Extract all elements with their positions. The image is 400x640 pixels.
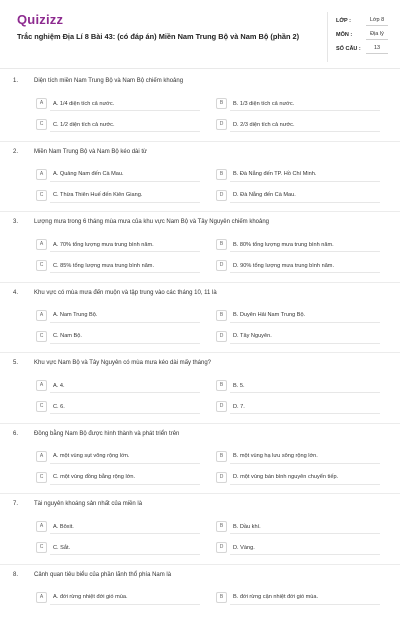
option-text: A. Nam Trung Bộ. (53, 312, 98, 318)
option-letter-box: D (216, 260, 227, 271)
question-divider (0, 423, 400, 424)
option-letter-box: D (216, 119, 227, 130)
worksheet-header (0, 0, 400, 70)
option-letter-box: B (216, 239, 227, 250)
answer-option[interactable] (216, 542, 255, 552)
option-letter-box: A (36, 451, 47, 462)
answer-option[interactable] (36, 239, 154, 249)
answer-option[interactable] (216, 119, 295, 129)
option-letter-box: B (216, 98, 227, 109)
answer-option[interactable] (36, 472, 135, 482)
answer-option[interactable] (36, 380, 65, 390)
option-text: A. một vùng sụt võng rộng lớn. (53, 453, 130, 459)
option-letter-box: C (36, 331, 47, 342)
option-text: B. một vùng hạ lưu sông rộng lớn. (233, 453, 318, 459)
option-underline (50, 463, 200, 464)
question-item (0, 431, 400, 499)
question-number: 5. (13, 360, 19, 366)
option-letter-box: A (36, 592, 47, 603)
option-text: C. Thừa Thiên Huế đến Kiên Giang. (53, 192, 143, 198)
option-underline (50, 181, 200, 182)
option-letter-box: D (216, 190, 227, 201)
option-letter-box: A (36, 169, 47, 180)
option-underline (230, 110, 380, 111)
option-underline (50, 554, 200, 555)
option-text: D. 7. (233, 403, 245, 410)
question-item (0, 572, 400, 640)
option-underline (50, 131, 200, 132)
option-underline (230, 392, 380, 393)
option-underline (230, 322, 380, 323)
question-number: 3. (13, 219, 19, 225)
option-letter-box: D (216, 331, 227, 342)
option-text: B. đới rừng cận nhiệt đới gió mùa. (233, 594, 319, 600)
answer-option[interactable] (216, 331, 272, 341)
question-text: Khu vực có mùa mưa đến muộn và tập trung vào các tháng 10, 11 là (34, 289, 217, 296)
question-divider (0, 352, 400, 353)
question-divider (0, 493, 400, 494)
header-divider (0, 68, 400, 69)
option-underline (230, 484, 380, 485)
option-letter-box: C (36, 542, 47, 553)
option-text: A. 4. (53, 382, 65, 389)
option-letter-box: C (36, 260, 47, 271)
question-text: Khu vực Nam Bộ và Tây Nguyên có mùa mưa kéo dài mấy tháng? (34, 360, 212, 366)
meta-subject-label: MÔN : (336, 32, 353, 38)
answer-option[interactable] (216, 310, 305, 320)
option-underline (230, 272, 380, 273)
answer-option[interactable] (216, 380, 245, 390)
option-text: B. 80% tổng lượng mưa trung bình năm. (233, 241, 334, 248)
answer-option[interactable] (36, 190, 142, 200)
option-letter-box: D (216, 472, 227, 483)
question-item (0, 360, 400, 428)
option-underline (50, 110, 200, 111)
option-underline (50, 392, 200, 393)
answer-option[interactable] (216, 260, 334, 270)
option-underline (230, 202, 380, 203)
option-text: D. Tây Nguyên. (233, 333, 272, 339)
question-text: Cảnh quan tiêu biểu của phần lãnh thổ phía Nam là (34, 571, 172, 578)
option-letter-box: A (36, 239, 47, 250)
option-underline (230, 251, 380, 252)
option-letter-box: B (216, 380, 227, 391)
meta-grade (336, 16, 396, 28)
answer-option[interactable] (216, 451, 318, 461)
option-text: B. 5. (233, 382, 245, 389)
meta-question-count-label: SỐ CÂU : (336, 46, 361, 52)
option-underline (50, 484, 200, 485)
question-divider (0, 141, 400, 142)
option-text: C. 6. (53, 403, 65, 410)
option-letter-box: C (36, 190, 47, 201)
answer-option[interactable] (36, 542, 70, 552)
option-letter-box: C (36, 472, 47, 483)
answer-option[interactable] (36, 521, 74, 531)
option-letter-box: C (36, 401, 47, 412)
question-text: Tài nguyên khoáng sản nhất của miền là (34, 501, 143, 507)
option-text: D. 90% tổng lượng mưa trung bình năm. (233, 262, 335, 269)
question-item (0, 501, 400, 569)
question-item (0, 219, 400, 287)
question-number: 2. (13, 148, 19, 155)
answer-option[interactable] (216, 239, 334, 249)
question-number: 1. (13, 78, 19, 84)
answer-option[interactable] (216, 472, 338, 482)
question-number: 4. (13, 289, 19, 296)
answer-option[interactable] (216, 190, 296, 200)
option-underline (230, 413, 380, 414)
option-letter-box: B (216, 169, 227, 180)
answer-option[interactable] (216, 169, 316, 179)
option-text: A. Bôxit. (53, 523, 74, 530)
option-letter-box: A (36, 521, 47, 532)
answer-option[interactable] (36, 98, 114, 108)
answer-option[interactable] (36, 401, 65, 411)
meta-question-count-value: 13 (366, 44, 388, 54)
option-underline (230, 181, 380, 182)
option-underline (230, 533, 380, 534)
option-letter-box: D (216, 542, 227, 553)
option-text: B. Dầu khí. (233, 523, 261, 530)
answer-option[interactable] (216, 592, 318, 602)
option-underline (50, 322, 200, 323)
option-letter-box: B (216, 521, 227, 532)
option-letter-box: A (36, 310, 47, 321)
answer-option[interactable] (36, 169, 124, 179)
option-text: D. một vùng bán bình nguyên chuyển tiếp. (233, 474, 339, 480)
option-letter-box: B (216, 592, 227, 603)
question-divider (0, 564, 400, 565)
option-text: A. 1/4 diện tích cả nước. (53, 100, 115, 107)
option-text: A. đới rừng nhiệt đới gió mùa. (53, 594, 128, 600)
answer-option[interactable] (216, 401, 245, 411)
answer-option[interactable] (216, 521, 261, 531)
option-text: C. Nam Bộ. (53, 333, 82, 339)
question-item (0, 78, 400, 146)
option-text: C. Sắt. (53, 544, 71, 551)
question-item (0, 149, 400, 217)
option-underline (230, 604, 380, 605)
answer-option[interactable] (36, 119, 115, 129)
meta-divider (327, 12, 328, 62)
option-underline (50, 343, 200, 344)
option-letter-box: B (216, 451, 227, 462)
question-number: 6. (13, 430, 19, 437)
option-text: B. Duyên Hải Nam Trung Bộ. (233, 312, 306, 318)
answer-option[interactable] (36, 451, 129, 461)
meta-subject-value: Địa lý (366, 30, 388, 40)
option-underline (230, 343, 380, 344)
option-underline (50, 202, 200, 203)
option-text: C. một vùng đồng bằng rộng lớn. (53, 474, 136, 480)
question-divider (0, 211, 400, 212)
question-divider (0, 282, 400, 283)
option-text: D. Vàng. (233, 544, 255, 551)
option-underline (50, 533, 200, 534)
option-text: B. 1/3 diện tích cả nước. (233, 100, 295, 107)
option-text: C. 85% tổng lượng mưa trung bình năm. (53, 262, 155, 269)
option-letter-box: C (36, 119, 47, 130)
question-text: Đồng bằng Nam Bộ được hình thành và phát triển trên (34, 430, 180, 437)
option-underline (50, 272, 200, 273)
option-text: A. Quảng Nam đến Cà Mau. (53, 171, 124, 177)
quizizz-logo: Quizizz (17, 12, 64, 27)
option-letter-box: B (216, 310, 227, 321)
option-underline (50, 413, 200, 414)
answer-option[interactable] (216, 98, 294, 108)
option-text: D. 2/3 diện tích cả nước. (233, 121, 295, 128)
worksheet-title: Trắc nghiệm Địa Lí 8 Bài 43: (có đáp án) Miền Nam Trung Bộ và Nam Bộ (phần 2) (17, 32, 300, 41)
question-text: Miền Nam Trung Bộ và Nam Bộ kéo dài từ (34, 148, 148, 155)
question-text: Lượng mưa trong 6 tháng mùa mưa của khu vực Nam Bộ và Tây Nguyên chiếm khoảng (34, 219, 270, 225)
option-letter-box: A (36, 380, 47, 391)
option-text: A. 70% tổng lượng mưa trung bình năm. (53, 241, 154, 248)
meta-grade-value: Lớp 8 (366, 16, 388, 26)
option-letter-box: D (216, 401, 227, 412)
answer-option[interactable] (36, 310, 97, 320)
question-number: 7. (13, 501, 19, 507)
option-underline (230, 463, 380, 464)
option-underline (230, 131, 380, 132)
option-text: D. Đà Nẵng đến Cà Mau. (233, 192, 296, 198)
meta-grade-label: LỚP : (336, 18, 351, 24)
option-underline (50, 251, 200, 252)
answer-option[interactable] (36, 331, 82, 341)
answer-option[interactable] (36, 260, 154, 270)
option-underline (230, 554, 380, 555)
question-number: 8. (13, 571, 19, 578)
answer-option[interactable] (36, 592, 128, 602)
option-text: B. Đà Nẵng đến TP. Hồ Chí Minh. (233, 171, 317, 177)
option-text: C. 1/2 diện tích cả nước. (53, 121, 115, 128)
meta-subject (336, 30, 396, 42)
option-underline (50, 604, 200, 605)
meta-question-count (336, 44, 396, 56)
question-text: Diện tích miền Nam Trung Bộ và Nam Bộ chiếm khoảng (34, 78, 184, 84)
option-letter-box: A (36, 98, 47, 109)
question-item (0, 290, 400, 358)
